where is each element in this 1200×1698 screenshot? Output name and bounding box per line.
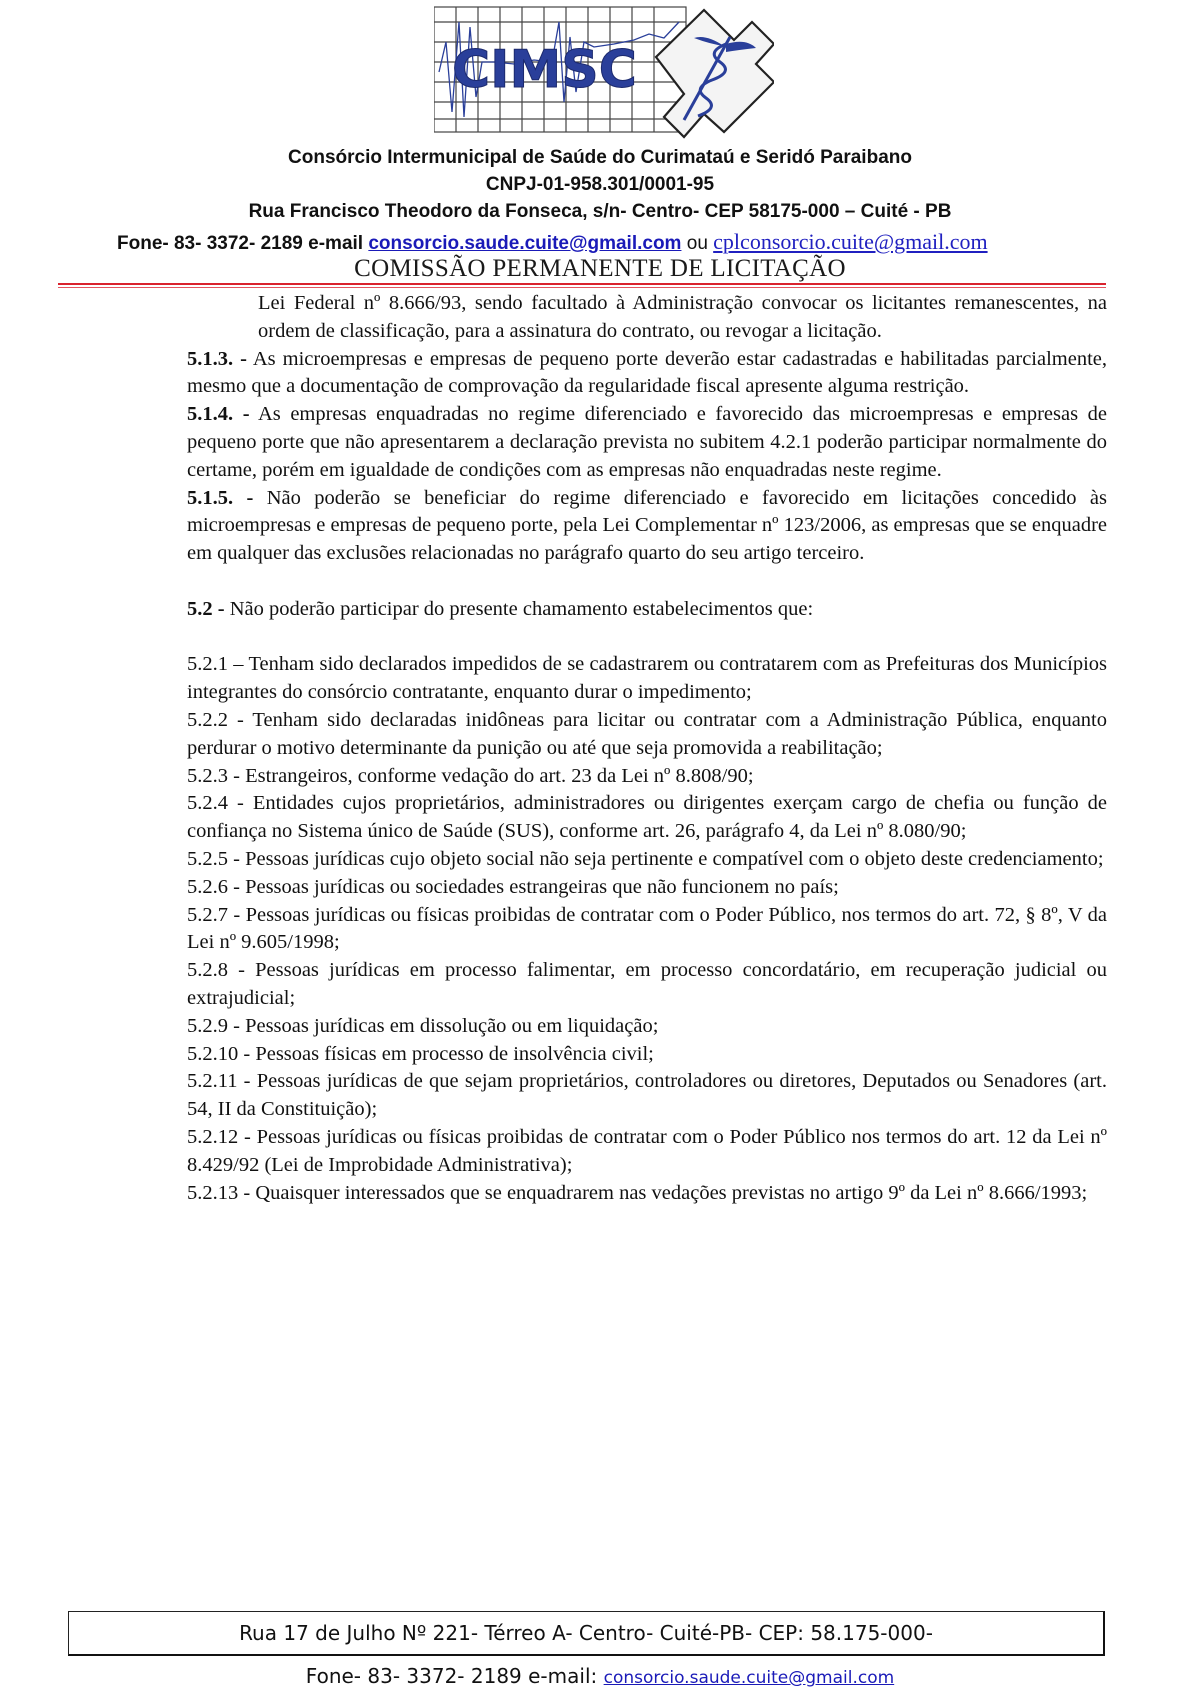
header-divider-thin <box>58 287 1106 288</box>
header-phone: Fone- 83- 3372- 2189 e-mail <box>117 233 369 254</box>
logo-text: CIMSC <box>452 40 637 100</box>
item-5-2-11: 5.2.11 - Pessoas jurídicas de que sejam proprietários, controladores ou diretores, Deputados ou Senadores (art. 54, II da Constituição); <box>187 1070 1107 1121</box>
footer-address-box <box>68 1611 1105 1656</box>
commission-title: COMISSÃO PERMANENTE DE LICITAÇÃO <box>354 255 846 282</box>
footer-phone: Fone- 83- 3372- 2189 e-mail: <box>305 1664 604 1688</box>
item-5-2-6: 5.2.6 - Pessoas jurídicas ou sociedades estrangeiras que não funcionem no país; <box>187 875 839 898</box>
header-divider <box>58 283 1106 285</box>
item-5-1-5: 5.1.5. - Não poderão se beneficiar do regime diferenciado e favorecido em licitações concedido às microempresas e empresas de pequeno porte, pela Lei Complementar nº 123/2006, as empresas que se enquadre em qualquer das exclusões relacionadas no parágrafo quarto do seu artigo terceiro. <box>187 486 1107 565</box>
item-5-2-13: 5.2.13 - Quaisquer interessados que se enquadrarem nas vedações previstas no artigo 9º da Lei nº 8.666/1993; <box>187 1181 1088 1204</box>
header-address: Rua Francisco Theodoro da Fonseca, s/n- Centro- CEP 58175-000 – Cuité - PB <box>248 201 952 222</box>
header-contact <box>117 229 988 255</box>
item-5-2-3: 5.2.3 - Estrangeiros, conforme vedação do art. 23 da Lei nº 8.808/90; <box>187 764 754 787</box>
item-5-2-5: 5.2.5 - Pessoas jurídicas cujo objeto social não seja pertinente e compatível com o objeto deste credenciamento; <box>187 847 1104 870</box>
item-5-2-8: 5.2.8 - Pessoas jurídicas em processo falimentar, em processo concordatário, em recuperação judicial ou extrajudicial; <box>187 959 1107 1009</box>
item-5-2-2: 5.2.2 - Tenham sido declaradas inidôneas para licitar ou contratar com a Administração Pública, enquanto perdurar o motivo determinante da punição ou até que seja promovida a reabilitação; <box>187 708 1107 759</box>
caduceus-cross-icon <box>656 10 774 137</box>
cimsc-logo <box>434 2 774 150</box>
spacer <box>187 624 1107 652</box>
footer-email-link[interactable]: consorcio.saude.cuite@gmail.com <box>603 1668 895 1688</box>
cnpj: CNPJ-01-958.301/0001-95 <box>485 174 715 195</box>
item-5-2-1: 5.2.1 – Tenham sido declarados impedidos de se cadastrarem ou contratarem com as Prefeituras dos Municípios integrantes do consórcio contratante, enquanto durar o impedimento; <box>187 653 1107 704</box>
item-5-2-9: 5.2.9 - Pessoas jurídicas em dissolução ou em liquidação; <box>187 1014 659 1037</box>
item-5-2-4: 5.2.4 - Entidades cujos proprietários, administradores ou dirigentes exerçam cargo de chefia ou função de confiança no Sistema único de Saúde (SUS), conforme art. 26, parágrafo 4, da Lei nº 8.080/90; <box>187 792 1107 843</box>
email-separator: ou <box>681 233 714 254</box>
header-email-primary-link[interactable]: consorcio.saude.cuite@gmail.com <box>368 233 682 254</box>
item-5-2-7: 5.2.7 - Pessoas jurídicas ou físicas proibidas de contratar com o Poder Público, nos termos do art. 72, § 8º, V da Lei nº 9.605/1998; <box>187 903 1107 954</box>
footer-address: Rua 17 de Julho Nº 221- Térreo A- Centro- Cuité-PB- CEP: 58.175-000- <box>239 1621 933 1645</box>
item-5-1-3: 5.1.3. - As microempresas e empresas de pequeno porte deverão estar cadastradas e habilitadas parcialmente, mesmo que a documentação de comprovação da regularidade fiscal apresente alguma restrição. <box>187 347 1108 398</box>
header-email-secondary-link[interactable]: cplconsorcio.cuite@gmail.com <box>713 229 988 254</box>
item-5-2-12: 5.2.12 - Pessoas jurídicas ou físicas proibidas de contratar com o Poder Público nos termos do art. 12 da Lei nº 8.429/92 (Lei de Improbidade Administrativa); <box>187 1125 1107 1176</box>
org-name: Consórcio Intermunicipal de Saúde do Curimataú e Seridó Paraibano <box>288 147 912 168</box>
continuation-paragraph: Lei Federal nº 8.666/93, sendo facultado à Administração convocar os licitantes remanescentes, na ordem de classificação, para a assinatura do contrato, ou revogar a licitação. <box>258 292 1107 342</box>
spacer <box>187 568 1107 596</box>
item-5-2-10: 5.2.10 - Pessoas físicas em processo de insolvência civil; <box>187 1042 654 1065</box>
section-5-2-heading: 5.2 - Não poderão participar do presente chamamento estabelecimentos que: <box>187 597 814 620</box>
footer-contact <box>0 1664 1200 1688</box>
document-body <box>187 290 1107 1207</box>
item-5-1-4: 5.1.4. - As empresas enquadradas no regime diferenciado e favorecido das microempresas e empresas de pequeno porte que não apresentarem a declaração prevista no subitem 4.2.1 poderão participar normalmente do certame, porém em igualdade de condições com as empresas não enquadradas neste regime. <box>187 403 1108 481</box>
